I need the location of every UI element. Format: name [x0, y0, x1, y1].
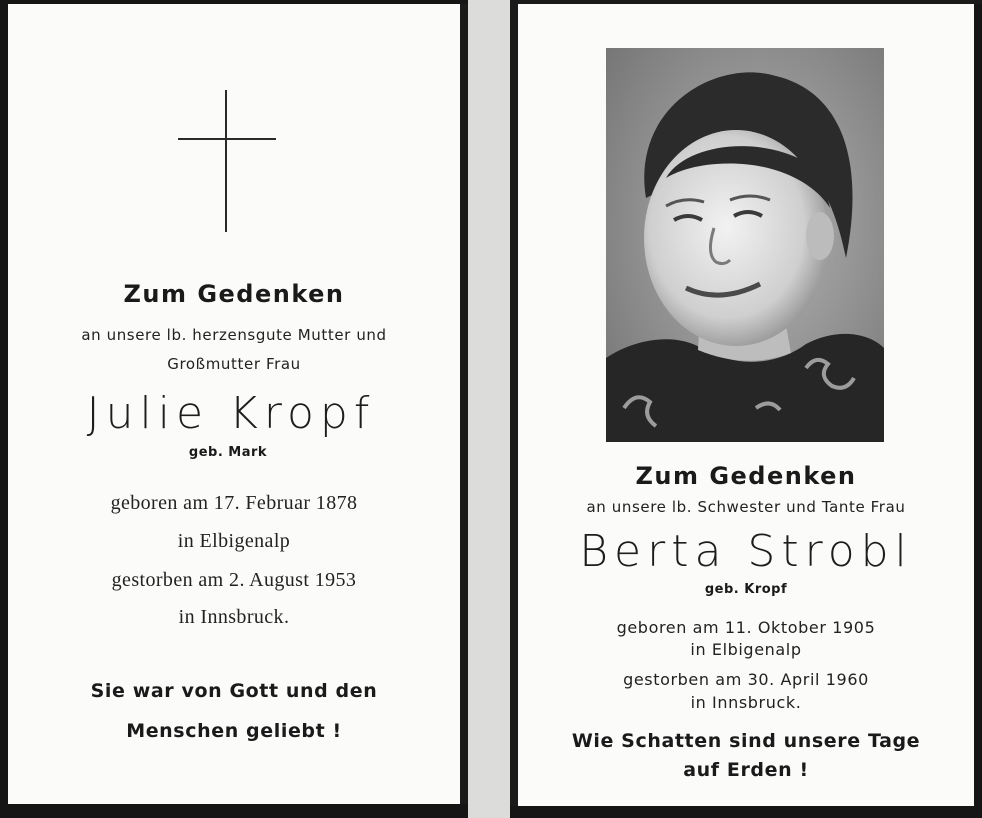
memorial-card-left [8, 4, 460, 804]
death-date: gestorben am 2. August 1953 [111, 569, 357, 591]
birth-place: in Elbigenalp [177, 530, 291, 552]
ear [806, 212, 834, 260]
frame-right [974, 0, 982, 818]
dedication-line-1: an unsere lb. herzensgute Mutter und [81, 326, 387, 344]
portrait-photo [606, 48, 884, 442]
frame-bottom-right [510, 806, 982, 818]
dedication-line-2: Großmutter Frau [167, 355, 301, 373]
memorial-card-right [518, 4, 974, 806]
gap-edge-right [510, 0, 518, 818]
cross-horizontal-bar [178, 138, 276, 140]
death-place: in Innsbruck. [690, 693, 802, 712]
heading: Zum Gedenken [635, 462, 857, 490]
gap-edge-left [460, 0, 468, 818]
motto-line-1: Sie war von Gott und den [90, 680, 378, 702]
birth-date: geboren am 17. Februar 1878 [110, 492, 358, 514]
death-place: in Innsbruck. [178, 606, 290, 628]
motto-line-1: Wie Schatten sind unsere Tage [571, 730, 921, 752]
motto-line-2: Menschen geliebt ! [126, 720, 342, 742]
dedication-line: an unsere lb. Schwester und Tante Frau [586, 498, 906, 516]
motto-line-2: auf Erden ! [683, 759, 809, 781]
deceased-name: Berta Strobl [579, 526, 913, 577]
maiden-name: geb. Kropf [704, 582, 788, 597]
portrait-illustration [606, 48, 884, 442]
birth-date: geboren am 11. Oktober 1905 [616, 618, 876, 637]
cross-vertical-bar [225, 90, 227, 232]
birth-place: in Elbigenalp [690, 640, 802, 659]
deceased-name: Julie Kropf [86, 388, 376, 439]
heading: Zum Gedenken [123, 280, 345, 308]
death-date: gestorben am 30. April 1960 [623, 670, 869, 689]
frame-bottom-left [0, 804, 468, 818]
maiden-name: geb. Mark [188, 445, 268, 460]
